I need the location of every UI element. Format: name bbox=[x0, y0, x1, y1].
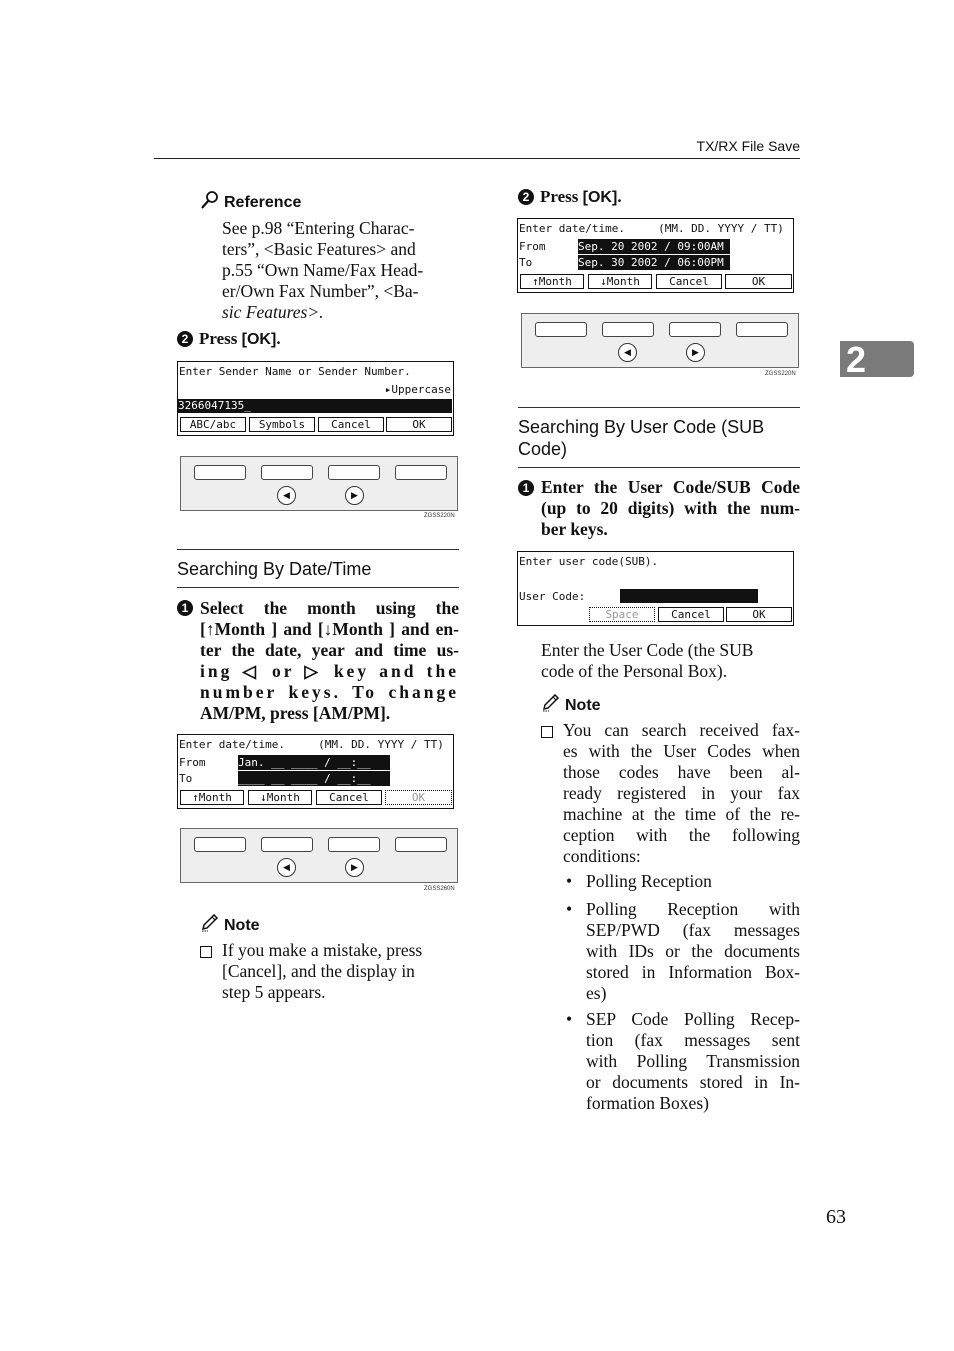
right-arrow-icon[interactable]: ▶ bbox=[345, 858, 364, 877]
lcd-line: Enter user code(SUB). bbox=[519, 555, 659, 568]
note-line: conditions: bbox=[563, 846, 641, 866]
month-up-softkey[interactable]: ↑Month bbox=[180, 790, 244, 805]
from-value[interactable]: Sep. 20 2002 / 09:00AM bbox=[578, 239, 730, 254]
panel-key-2[interactable] bbox=[261, 837, 313, 852]
to-label: To bbox=[519, 256, 533, 269]
page-number: 63 bbox=[826, 1206, 846, 1228]
reference-line: sic Features>. bbox=[222, 302, 324, 322]
reference-heading-block bbox=[200, 190, 301, 212]
bullet-line: SEP Code Polling Recep- bbox=[586, 1009, 800, 1029]
bullet-line: es) bbox=[586, 983, 607, 1003]
note-line: ready registered in your fax bbox=[563, 783, 800, 803]
lcd-uppercase: ▸Uppercase bbox=[384, 383, 451, 396]
section-rule-top bbox=[518, 407, 800, 408]
bullet-dot: • bbox=[566, 899, 573, 919]
running-header: TX/RX File Save bbox=[696, 138, 800, 154]
note-text bbox=[222, 940, 458, 1003]
step-line: ter the date, year and time us- bbox=[200, 640, 459, 660]
chapter-tab bbox=[840, 339, 914, 380]
note-heading: Note bbox=[565, 697, 601, 714]
note-line: ception with the following bbox=[563, 825, 800, 845]
bullet-line: tion (fax messages sent bbox=[586, 1030, 800, 1050]
ok-softkey[interactable]: OK bbox=[385, 790, 452, 805]
control-panel bbox=[521, 313, 799, 368]
cancel-softkey[interactable]: Cancel bbox=[658, 607, 724, 622]
lcd-user-code bbox=[517, 551, 794, 626]
month-down-softkey[interactable]: ↓Month bbox=[588, 274, 652, 289]
to-value[interactable]: ____ __ ____ / __:__ bbox=[238, 771, 390, 786]
panel-key-3[interactable] bbox=[328, 465, 380, 480]
note-line: es with the User Codes when bbox=[563, 741, 800, 761]
section-rule-bottom bbox=[177, 587, 459, 588]
symbols-softkey[interactable]: Symbols bbox=[249, 417, 315, 432]
panel-key-1[interactable] bbox=[194, 465, 246, 480]
from-label: From bbox=[519, 240, 546, 253]
panel-key-2[interactable] bbox=[261, 465, 313, 480]
step-line: ing ◁ or ▷ key and the bbox=[200, 661, 459, 681]
step-text: Press bbox=[540, 187, 583, 206]
user-code-label: User Code: bbox=[519, 590, 586, 603]
ok-key-label: [OK] bbox=[241, 331, 277, 348]
figure-code: ZGSS260N bbox=[424, 886, 455, 892]
left-arrow-icon[interactable]: ◀ bbox=[618, 343, 637, 362]
step-b-left bbox=[177, 329, 281, 349]
step-line: AM/PM, press [AM/PM]. bbox=[200, 703, 391, 723]
ok-softkey[interactable]: OK bbox=[386, 417, 452, 432]
note-line: step 5 appears. bbox=[222, 982, 326, 1002]
section-title-date-time: Searching By Date/Time bbox=[177, 559, 372, 579]
bullet-line: with IDs or the documents bbox=[586, 941, 800, 961]
lcd-sender-name bbox=[177, 361, 454, 436]
step-line: [↑Month ] and [↓Month ] and en- bbox=[200, 619, 459, 639]
bullet-line: formation Boxes) bbox=[586, 1093, 709, 1113]
step-punct: . bbox=[276, 329, 281, 348]
abc-softkey[interactable]: ABC/abc bbox=[180, 417, 246, 432]
bullet-line: Polling Reception with bbox=[586, 899, 800, 919]
step-number: 1 bbox=[518, 480, 534, 496]
panel-key-3[interactable] bbox=[669, 322, 721, 337]
reference-line: ters”, <Basic Features> and bbox=[222, 239, 416, 259]
bullet-item bbox=[586, 871, 800, 892]
note-line: You can search received fax- bbox=[563, 720, 800, 740]
month-down-softkey[interactable]: ↓Month bbox=[248, 790, 312, 805]
note-text bbox=[563, 720, 800, 867]
space-softkey[interactable]: Space bbox=[589, 607, 655, 622]
bullet-item bbox=[586, 899, 800, 1004]
note-heading-block bbox=[541, 694, 601, 715]
cancel-softkey[interactable]: Cancel bbox=[316, 790, 382, 805]
step-line: number keys. To change bbox=[200, 682, 459, 702]
bullet-line: or documents stored in In- bbox=[586, 1072, 800, 1092]
section-title-user-code bbox=[518, 416, 764, 460]
bullet-dot: • bbox=[566, 871, 573, 891]
panel-key-3[interactable] bbox=[328, 837, 380, 852]
note-heading: Note bbox=[224, 917, 260, 934]
right-arrow-icon[interactable]: ▶ bbox=[686, 343, 705, 362]
control-panel bbox=[180, 828, 458, 883]
step-line: (up to 20 digits) with the num- bbox=[541, 498, 800, 518]
panel-key-1[interactable] bbox=[194, 837, 246, 852]
note-line: those codes have been al- bbox=[563, 762, 800, 782]
step-line: Enter the User Code/SUB Code bbox=[541, 477, 800, 497]
reference-line: er/Own Fax Number”, <Ba- bbox=[222, 281, 419, 301]
right-arrow-icon[interactable]: ▶ bbox=[345, 486, 364, 505]
from-label: From bbox=[179, 756, 206, 769]
note-line: machine at the time of the re- bbox=[563, 804, 800, 824]
pencil-icon bbox=[200, 914, 220, 932]
ok-key-label: [OK] bbox=[582, 189, 618, 206]
panel-key-4[interactable] bbox=[395, 837, 447, 852]
reference-text bbox=[222, 218, 458, 323]
note-heading-block bbox=[200, 914, 260, 935]
control-panel bbox=[180, 456, 458, 511]
step-line: ber keys. bbox=[541, 519, 608, 539]
checkbox-icon bbox=[200, 945, 220, 963]
from-value[interactable]: Jan. __ ____ / __:__ bbox=[238, 755, 390, 770]
user-code-explanation bbox=[541, 640, 800, 682]
section-rule-bottom bbox=[518, 467, 800, 468]
lcd-date-time-entry bbox=[177, 734, 454, 809]
section-title-line: Searching By User Code (SUB bbox=[518, 417, 765, 437]
bullet-line: SEP/PWD (fax messages bbox=[586, 920, 800, 940]
step-text: Press bbox=[199, 329, 242, 348]
note-line: If you make a mistake, press bbox=[222, 940, 423, 960]
bullet-dot: • bbox=[566, 1009, 573, 1029]
lcd-line: Enter date/time. (MM. DD. YYYY / TT) bbox=[179, 738, 444, 751]
bullet-line: stored in Information Box- bbox=[586, 962, 800, 982]
explain-line: code of the Personal Box). bbox=[541, 661, 728, 681]
reference-line: See p.98 “Entering Charac- bbox=[222, 218, 415, 238]
checkbox-icon bbox=[541, 725, 561, 743]
panel-key-4[interactable] bbox=[395, 465, 447, 480]
explain-line: Enter the User Code (the SUB bbox=[541, 640, 754, 660]
step-line: Select the month using the bbox=[200, 598, 459, 618]
section-title-line: Code) bbox=[518, 439, 568, 459]
left-arrow-icon[interactable]: ◀ bbox=[277, 858, 296, 877]
to-value[interactable]: Sep. 30 2002 / 06:00PM bbox=[578, 255, 730, 270]
chapter-number: 2 bbox=[846, 339, 867, 380]
to-label: To bbox=[179, 772, 193, 785]
month-up-softkey[interactable]: ↑Month bbox=[520, 274, 584, 289]
reference-line: p.55 “Own Name/Fax Head- bbox=[222, 260, 424, 280]
ok-softkey[interactable]: OK bbox=[725, 274, 792, 289]
step-number: 2 bbox=[518, 189, 534, 205]
lcd-line: Enter Sender Name or Sender Number. bbox=[179, 365, 411, 378]
bullet-line: Polling Reception bbox=[586, 871, 712, 891]
cancel-softkey[interactable]: Cancel bbox=[318, 417, 384, 432]
panel-key-2[interactable] bbox=[602, 322, 654, 337]
step-b-right bbox=[518, 187, 622, 207]
ok-softkey[interactable]: OK bbox=[726, 607, 792, 622]
step-a-right-text bbox=[541, 477, 800, 540]
section-rule-top bbox=[177, 549, 459, 550]
magnifier-icon bbox=[200, 190, 220, 210]
bullet-item bbox=[586, 1009, 800, 1114]
header-rule bbox=[154, 158, 800, 159]
step-a-text bbox=[200, 598, 459, 724]
step-number: 1 bbox=[177, 600, 193, 616]
left-arrow-icon[interactable]: ◀ bbox=[277, 486, 296, 505]
step-a-right bbox=[518, 480, 540, 498]
panel-key-1[interactable] bbox=[535, 322, 587, 337]
step-number: 2 bbox=[177, 331, 193, 347]
step-punct: . bbox=[617, 187, 622, 206]
pencil-icon bbox=[541, 694, 561, 712]
note-line: [Cancel], and the display in bbox=[222, 961, 415, 981]
panel-key-4[interactable] bbox=[736, 322, 788, 337]
cancel-softkey[interactable]: Cancel bbox=[656, 274, 722, 289]
user-code-input[interactable] bbox=[620, 589, 758, 603]
figure-code: ZGSS220N bbox=[424, 513, 455, 519]
lcd-line: Enter date/time. (MM. DD. YYYY / TT) bbox=[519, 222, 784, 235]
lcd-date-time-filled bbox=[517, 218, 794, 293]
lcd-input-value: 3266047135_ bbox=[178, 399, 452, 413]
reference-heading: Reference bbox=[224, 194, 302, 211]
bullet-line: with Polling Transmission bbox=[586, 1051, 800, 1071]
figure-code: ZGSS220N bbox=[765, 371, 796, 377]
